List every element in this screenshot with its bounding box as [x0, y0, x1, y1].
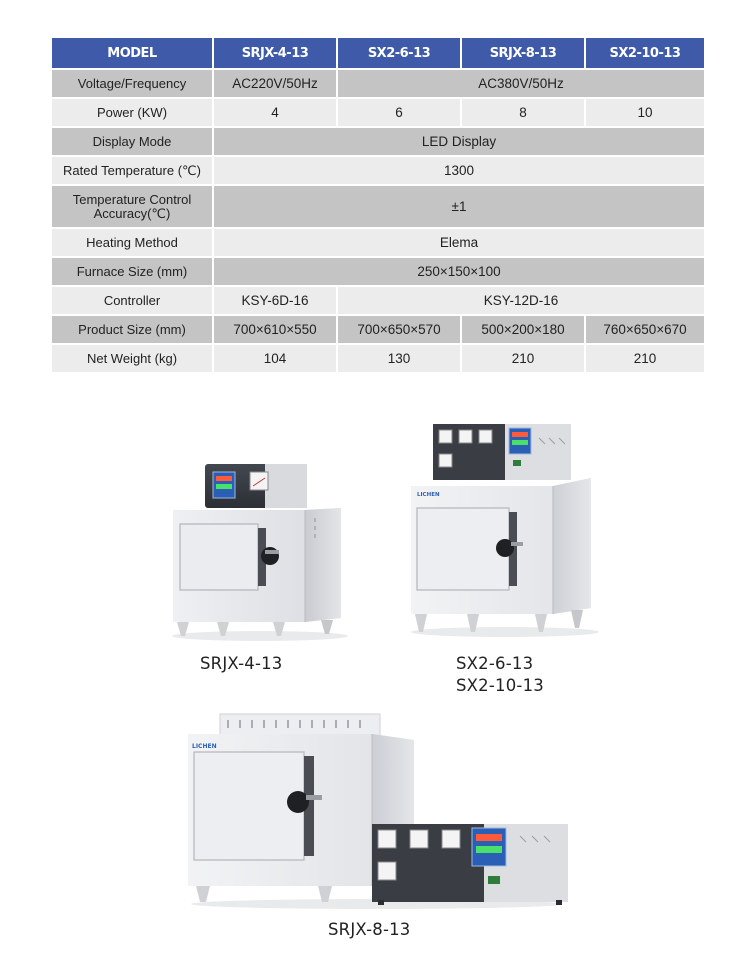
row-label: Rated Temperature (℃) [52, 157, 212, 184]
header-srjx-8-13: SRJX-8-13 [462, 38, 584, 68]
row-label: Display Mode [52, 128, 212, 155]
table-cell: 4 [214, 99, 336, 126]
caption-srjx-4-13: SRJX-4-13 [200, 654, 283, 673]
table-cell: 10 [586, 99, 704, 126]
table-cell: 210 [586, 345, 704, 372]
table-cell: 6 [338, 99, 460, 126]
row-label: Power (KW) [52, 99, 212, 126]
table-cell: AC380V/50Hz [338, 70, 704, 97]
table-cell: 130 [338, 345, 460, 372]
table-cell: 104 [214, 345, 336, 372]
table-cell: 700×610×550 [214, 316, 336, 343]
table-cell: 760×650×670 [586, 316, 704, 343]
header-srjx-4-13: SRJX-4-13 [214, 38, 336, 68]
table-cell: LED Display [214, 128, 704, 155]
table-cell: KSY-6D-16 [214, 287, 336, 314]
table-row [52, 287, 704, 314]
table-header-row [52, 38, 704, 68]
row-label: Net Weight (kg) [52, 345, 212, 372]
table-row [52, 316, 704, 343]
table-row [52, 157, 704, 184]
table-cell: 500×200×180 [462, 316, 584, 343]
table-cell: 700×650×570 [338, 316, 460, 343]
header-model: MODEL [52, 38, 212, 68]
caption-sx2-6-13: SX2-6-13 [456, 654, 534, 673]
furnace-sx2-6-13-image [405, 418, 600, 640]
table-row [52, 128, 704, 155]
header-sx2-10-13: SX2-10-13 [586, 38, 704, 68]
table-row [52, 70, 704, 97]
table-row [52, 99, 704, 126]
row-label-line-2: Accuracy(℃) [93, 205, 171, 221]
table-row [52, 229, 704, 256]
row-label-line-1: Temperature Control [72, 191, 192, 207]
caption-srjx-8-13: SRJX-8-13 [328, 920, 411, 939]
table-cell: 210 [462, 345, 584, 372]
brand-logo: LICHEN [417, 492, 440, 498]
row-label: Controller [52, 287, 212, 314]
table-cell: KSY-12D-16 [338, 287, 704, 314]
table-cell: 8 [462, 99, 584, 126]
table-cell: AC220V/50Hz [214, 70, 336, 97]
row-label: Voltage/Frequency [52, 70, 212, 97]
table-row [52, 186, 704, 227]
table-cell: ±1 [214, 186, 704, 227]
table-row [52, 345, 704, 372]
brand-logo: LICHEN [192, 743, 217, 750]
table-cell: 250×150×100 [214, 258, 704, 285]
table-cell: Elema [214, 229, 704, 256]
row-label: Product Size (mm) [52, 316, 212, 343]
spec-table [50, 36, 706, 374]
row-label: Heating Method [52, 229, 212, 256]
caption-sx2-10-13: SX2-10-13 [456, 676, 544, 695]
table-row [52, 258, 704, 285]
furnace-srjx-8-13-image [182, 710, 572, 910]
row-label [52, 186, 212, 227]
furnace-srjx-4-13-image [165, 458, 350, 643]
row-label: Furnace Size (mm) [52, 258, 212, 285]
header-sx2-6-13: SX2-6-13 [338, 38, 460, 68]
table-cell: 1300 [214, 157, 704, 184]
